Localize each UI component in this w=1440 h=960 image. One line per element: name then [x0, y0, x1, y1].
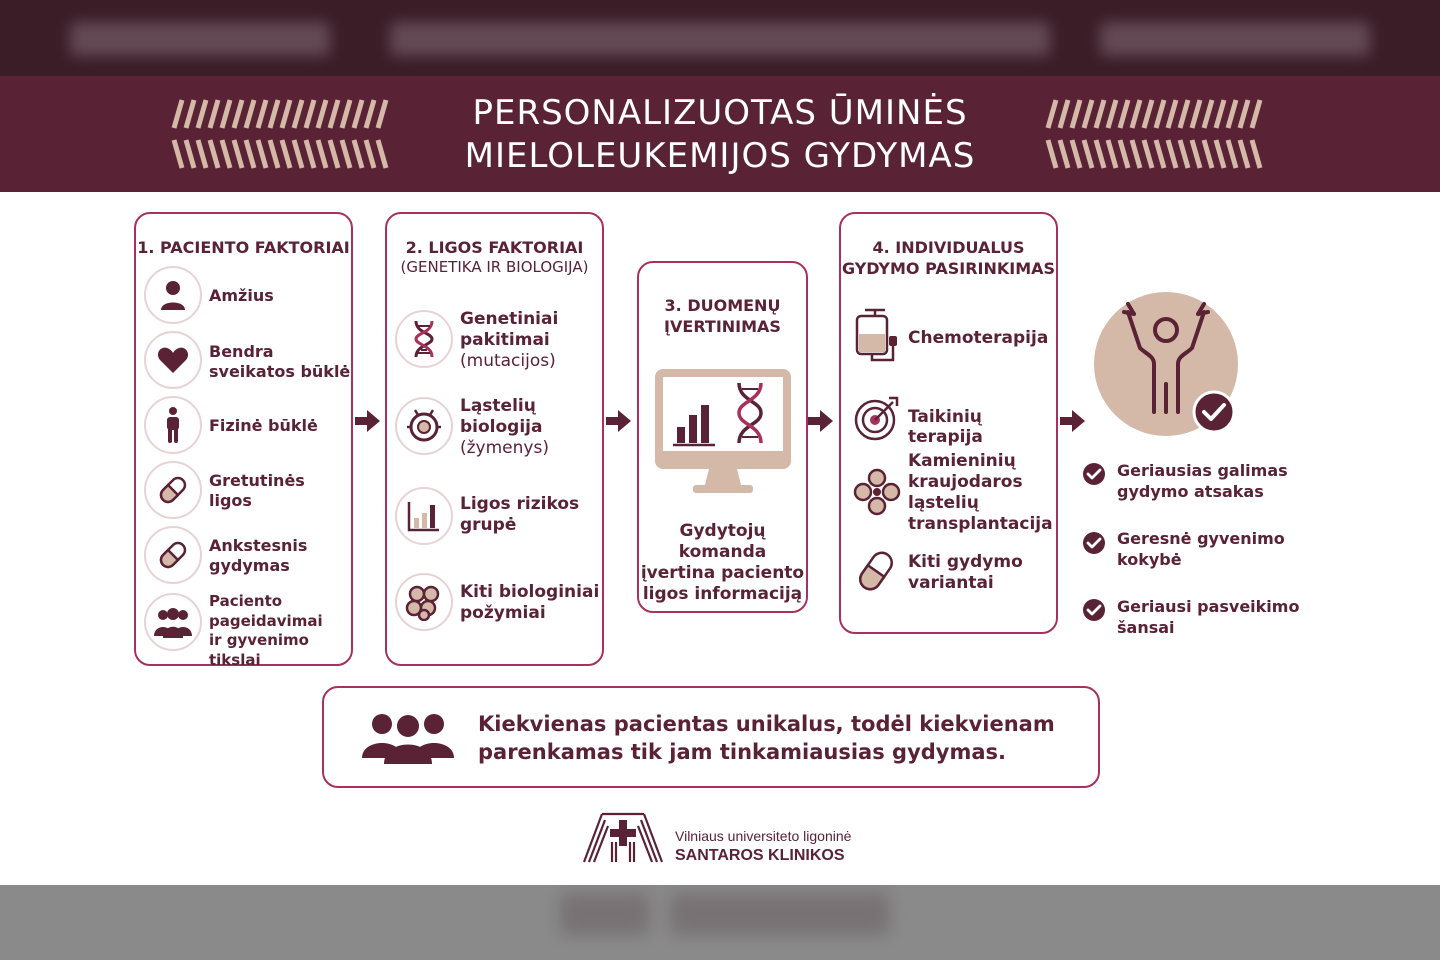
arrow-right-icon — [808, 409, 834, 433]
check-circle-icon — [1082, 598, 1106, 622]
step4-title: 4. INDIVIDUALUS GYDYMO PASIRINKIMAS — [841, 238, 1056, 278]
blurred-bottom-strip — [0, 885, 1440, 960]
title-banner — [0, 76, 1440, 192]
blurred-top-strip — [0, 0, 1440, 76]
pill-icon — [144, 461, 202, 519]
step2-item-1-label: Genetiniai pakitimai (mutacijos) — [460, 309, 559, 371]
step2-item-2-label: Ląstelių biologija (žymenys) — [460, 396, 549, 458]
result-item-1: Geriausias galimas gydymo atsakas — [1117, 461, 1288, 501]
check-circle-icon — [1082, 462, 1106, 486]
santaros-logo-icon — [582, 812, 664, 864]
step2-subtitle: (GENETIKA IR BIOLOGIJA) — [400, 258, 589, 276]
step2-card — [385, 212, 604, 666]
logo-org-name: Vilniaus universiteto ligoninė — [675, 828, 852, 844]
step1-card — [134, 212, 353, 669]
logo-brand-name: SANTAROS KLINIKOS — [675, 847, 845, 864]
step2-item-3-label: Ligos rizikos grupė — [460, 494, 580, 535]
title-line-1: PERSONALIZUOTAS ŪMINĖS — [472, 93, 968, 133]
person-icon — [144, 266, 202, 324]
check-circle-icon — [1082, 531, 1106, 555]
arrow-right-icon — [606, 409, 632, 433]
step2-item-4-label: Kiti biologiniai požymiai — [460, 582, 600, 623]
monitor-icon — [653, 367, 793, 495]
stem-cells-icon — [853, 468, 901, 516]
page-title — [360, 92, 1080, 178]
group-icon — [362, 712, 454, 764]
celebrating-person-icon — [1094, 292, 1242, 442]
pill-icon — [144, 526, 202, 584]
note-text: Kiekvienas pacientas unikalus, todėl kiekvienam parenkamas tik jam tinkamiausias gydymas. — [478, 712, 1055, 764]
heart-icon — [144, 331, 202, 389]
step3-title: 3. DUOMENŲ ĮVERTINIMAS — [664, 296, 781, 336]
step1-title: 1. PACIENTO FAKTORIAI — [137, 238, 350, 257]
step1-item-1-label: Amžius — [209, 286, 274, 305]
step4-item-2-label: Taikinių terapija — [908, 407, 983, 447]
dna-icon — [395, 310, 453, 368]
arrow-right-icon — [355, 409, 381, 433]
step4-item-4-label: Kiti gydymo variantai — [908, 552, 1023, 593]
result-item-3: Geriausi pasveikimo šansai — [1117, 597, 1300, 637]
step1-item-3-label: Fizinė būklė — [209, 416, 318, 435]
arrow-right-icon — [1060, 409, 1086, 433]
step4-item-1-label: Chemoterapija — [908, 328, 1049, 348]
step4-item-3-label: Kamieninių kraujodaros ląstelių transplantacija — [908, 451, 1053, 534]
result-item-2: Geresnė gyvenimo kokybė — [1117, 529, 1285, 569]
iv-bag-icon — [853, 308, 899, 366]
step1-item-4-label: Gretutinės ligos — [209, 471, 305, 510]
cell-icon — [395, 397, 453, 455]
step3-card — [637, 261, 808, 613]
step2-title: 2. LIGOS FAKTORIAI — [405, 238, 584, 257]
cells-cluster-icon — [395, 573, 453, 631]
pill-icon — [853, 548, 899, 594]
step1-item-5-label: Ankstesnis gydymas — [209, 536, 308, 575]
standing-person-icon — [144, 396, 202, 454]
step3-text: Gydytojų komanda įvertina paciento ligos informaciją — [640, 521, 805, 604]
note-box — [322, 686, 1100, 788]
group-icon — [144, 593, 202, 651]
target-icon — [853, 396, 899, 442]
step1-item-2-label: Bendra sveikatos būklė — [209, 342, 351, 381]
step1-item-6-label: Paciento pageidavimai ir gyvenimo tikslai — [209, 592, 323, 669]
bar-chart-icon — [395, 487, 453, 545]
stripe-pattern-right-icon — [1042, 98, 1272, 170]
step4-card — [839, 212, 1058, 634]
title-line-2: MIELOLEUKEMIJOS GYDYMAS — [464, 136, 976, 176]
